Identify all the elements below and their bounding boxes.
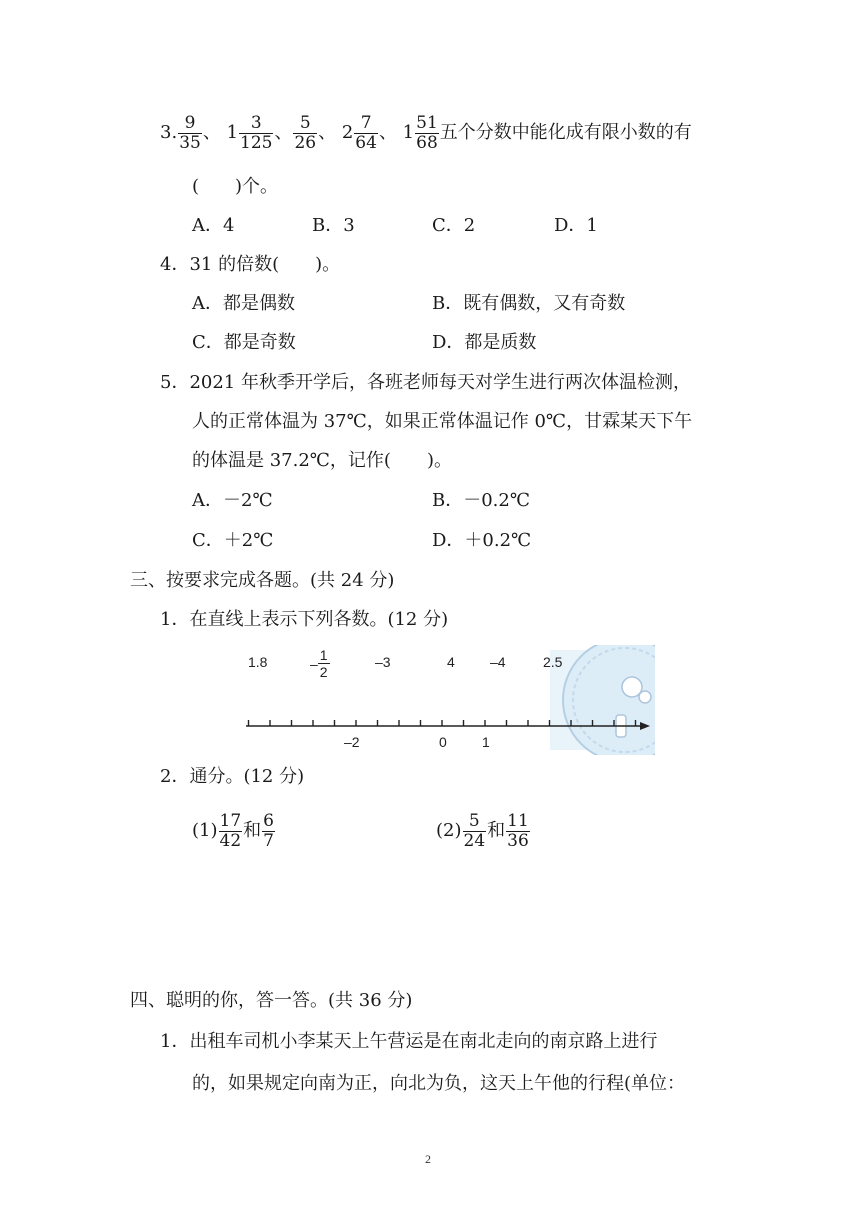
page-number: 2 (425, 1152, 431, 1166)
fraction-5-26: $\frac{5}{26}$ (294, 112, 317, 153)
mixed-fraction-1-3-125: 1 $\frac{3}{125}$ (226, 112, 273, 153)
q3-line2: ( )个。 (192, 176, 279, 197)
number-line-figure (240, 645, 655, 755)
q3-number: 3. (160, 122, 178, 143)
fraction-9-35: $\frac{9}{35}$ (179, 112, 201, 153)
q4-option-d: D．都是质数 (432, 332, 537, 353)
q3-option-d: D．1 (554, 215, 598, 236)
number-minus-4: –4 (490, 654, 506, 670)
q5-option-c: C．＋2℃ (192, 530, 274, 551)
fraction-17-42: $\frac{17}{42}$ (219, 810, 242, 851)
q5-line2: 人的正常体温为 37℃，如果正常体温记作 0℃，甘霖某天下午 (192, 411, 693, 432)
mixed-fraction-1-51-68: 1 $\frac{51}{68}$ (402, 112, 438, 153)
axis-label-minus-2: –2 (344, 734, 360, 750)
axis-label-0: 0 (439, 734, 447, 750)
q4-option-b: B．既有偶数，又有奇数 (432, 293, 626, 314)
separator: 、 (318, 122, 337, 143)
number-1-8: 1.8 (248, 654, 268, 670)
q3-text: 五个分数中能化成有限小数的有 (439, 122, 692, 143)
q3-option-a: A．4 (192, 215, 235, 236)
section3-title: 三、按要求完成各题。(共 24 分) (130, 570, 395, 591)
q5-line3: 的体温是 37.2℃，记作( )。 (192, 450, 452, 471)
fraction-11-36: $\frac{11}{36}$ (507, 810, 529, 851)
mixed-fraction-2-7-64: 2 $\frac{7}{64}$ (341, 112, 377, 153)
number-4: 4 (447, 654, 455, 670)
section4-title: 四、聪明的你，答一答。(共 36 分) (130, 990, 413, 1011)
q5-line1: 5．2021 年秋季开学后，各班老师每天对学生进行两次体温检测， (160, 372, 691, 393)
section4-q1-line1: 1．出租车司机小李某天上午营运是在南北走向的南京路上进行 (160, 1031, 658, 1052)
q4-text: 4．31 的倍数( )。 (160, 254, 341, 275)
q5-option-b: B．－0.2℃ (432, 490, 530, 511)
section4-q1-line2: 的，如果规定向南为正，向北为负，这天上午他的行程(单位： (192, 1073, 686, 1094)
q3-option-b: B．3 (312, 215, 355, 236)
tongfen-part-2: (2) $\frac{5}{24}$ 和 $\frac{11}{36}$ (436, 810, 529, 851)
q4-option-a: A．都是偶数 (192, 293, 295, 314)
q3-line1 (160, 110, 692, 156)
section3-q1: 1．在直线上表示下列各数。(12 分) (160, 609, 449, 630)
separator: 、 (274, 122, 293, 143)
section3-q2: 2．通分。(12 分) (160, 766, 305, 787)
number-2-5: 2.5 (543, 654, 563, 670)
q3-option-c: C．2 (432, 215, 476, 236)
number-minus-3: –3 (375, 654, 391, 670)
q4-option-c: C．都是奇数 (192, 332, 296, 353)
decorative-stamp-icon (550, 645, 655, 755)
tongfen-part-1: (1) $\frac{17}{42}$ 和 $\frac{6}{7}$ (192, 810, 274, 851)
axis-label-1: 1 (482, 734, 490, 750)
fraction-5-24: $\frac{5}{24}$ (463, 810, 486, 851)
separator: 、 (378, 122, 397, 143)
q5-option-d: D．＋0.2℃ (432, 530, 532, 551)
separator: 、 (202, 122, 221, 143)
number-minus-half: – 1 2 (310, 647, 328, 680)
q5-option-a: A．－2℃ (192, 490, 273, 511)
fraction-6-7: $\frac{6}{7}$ (263, 810, 274, 851)
